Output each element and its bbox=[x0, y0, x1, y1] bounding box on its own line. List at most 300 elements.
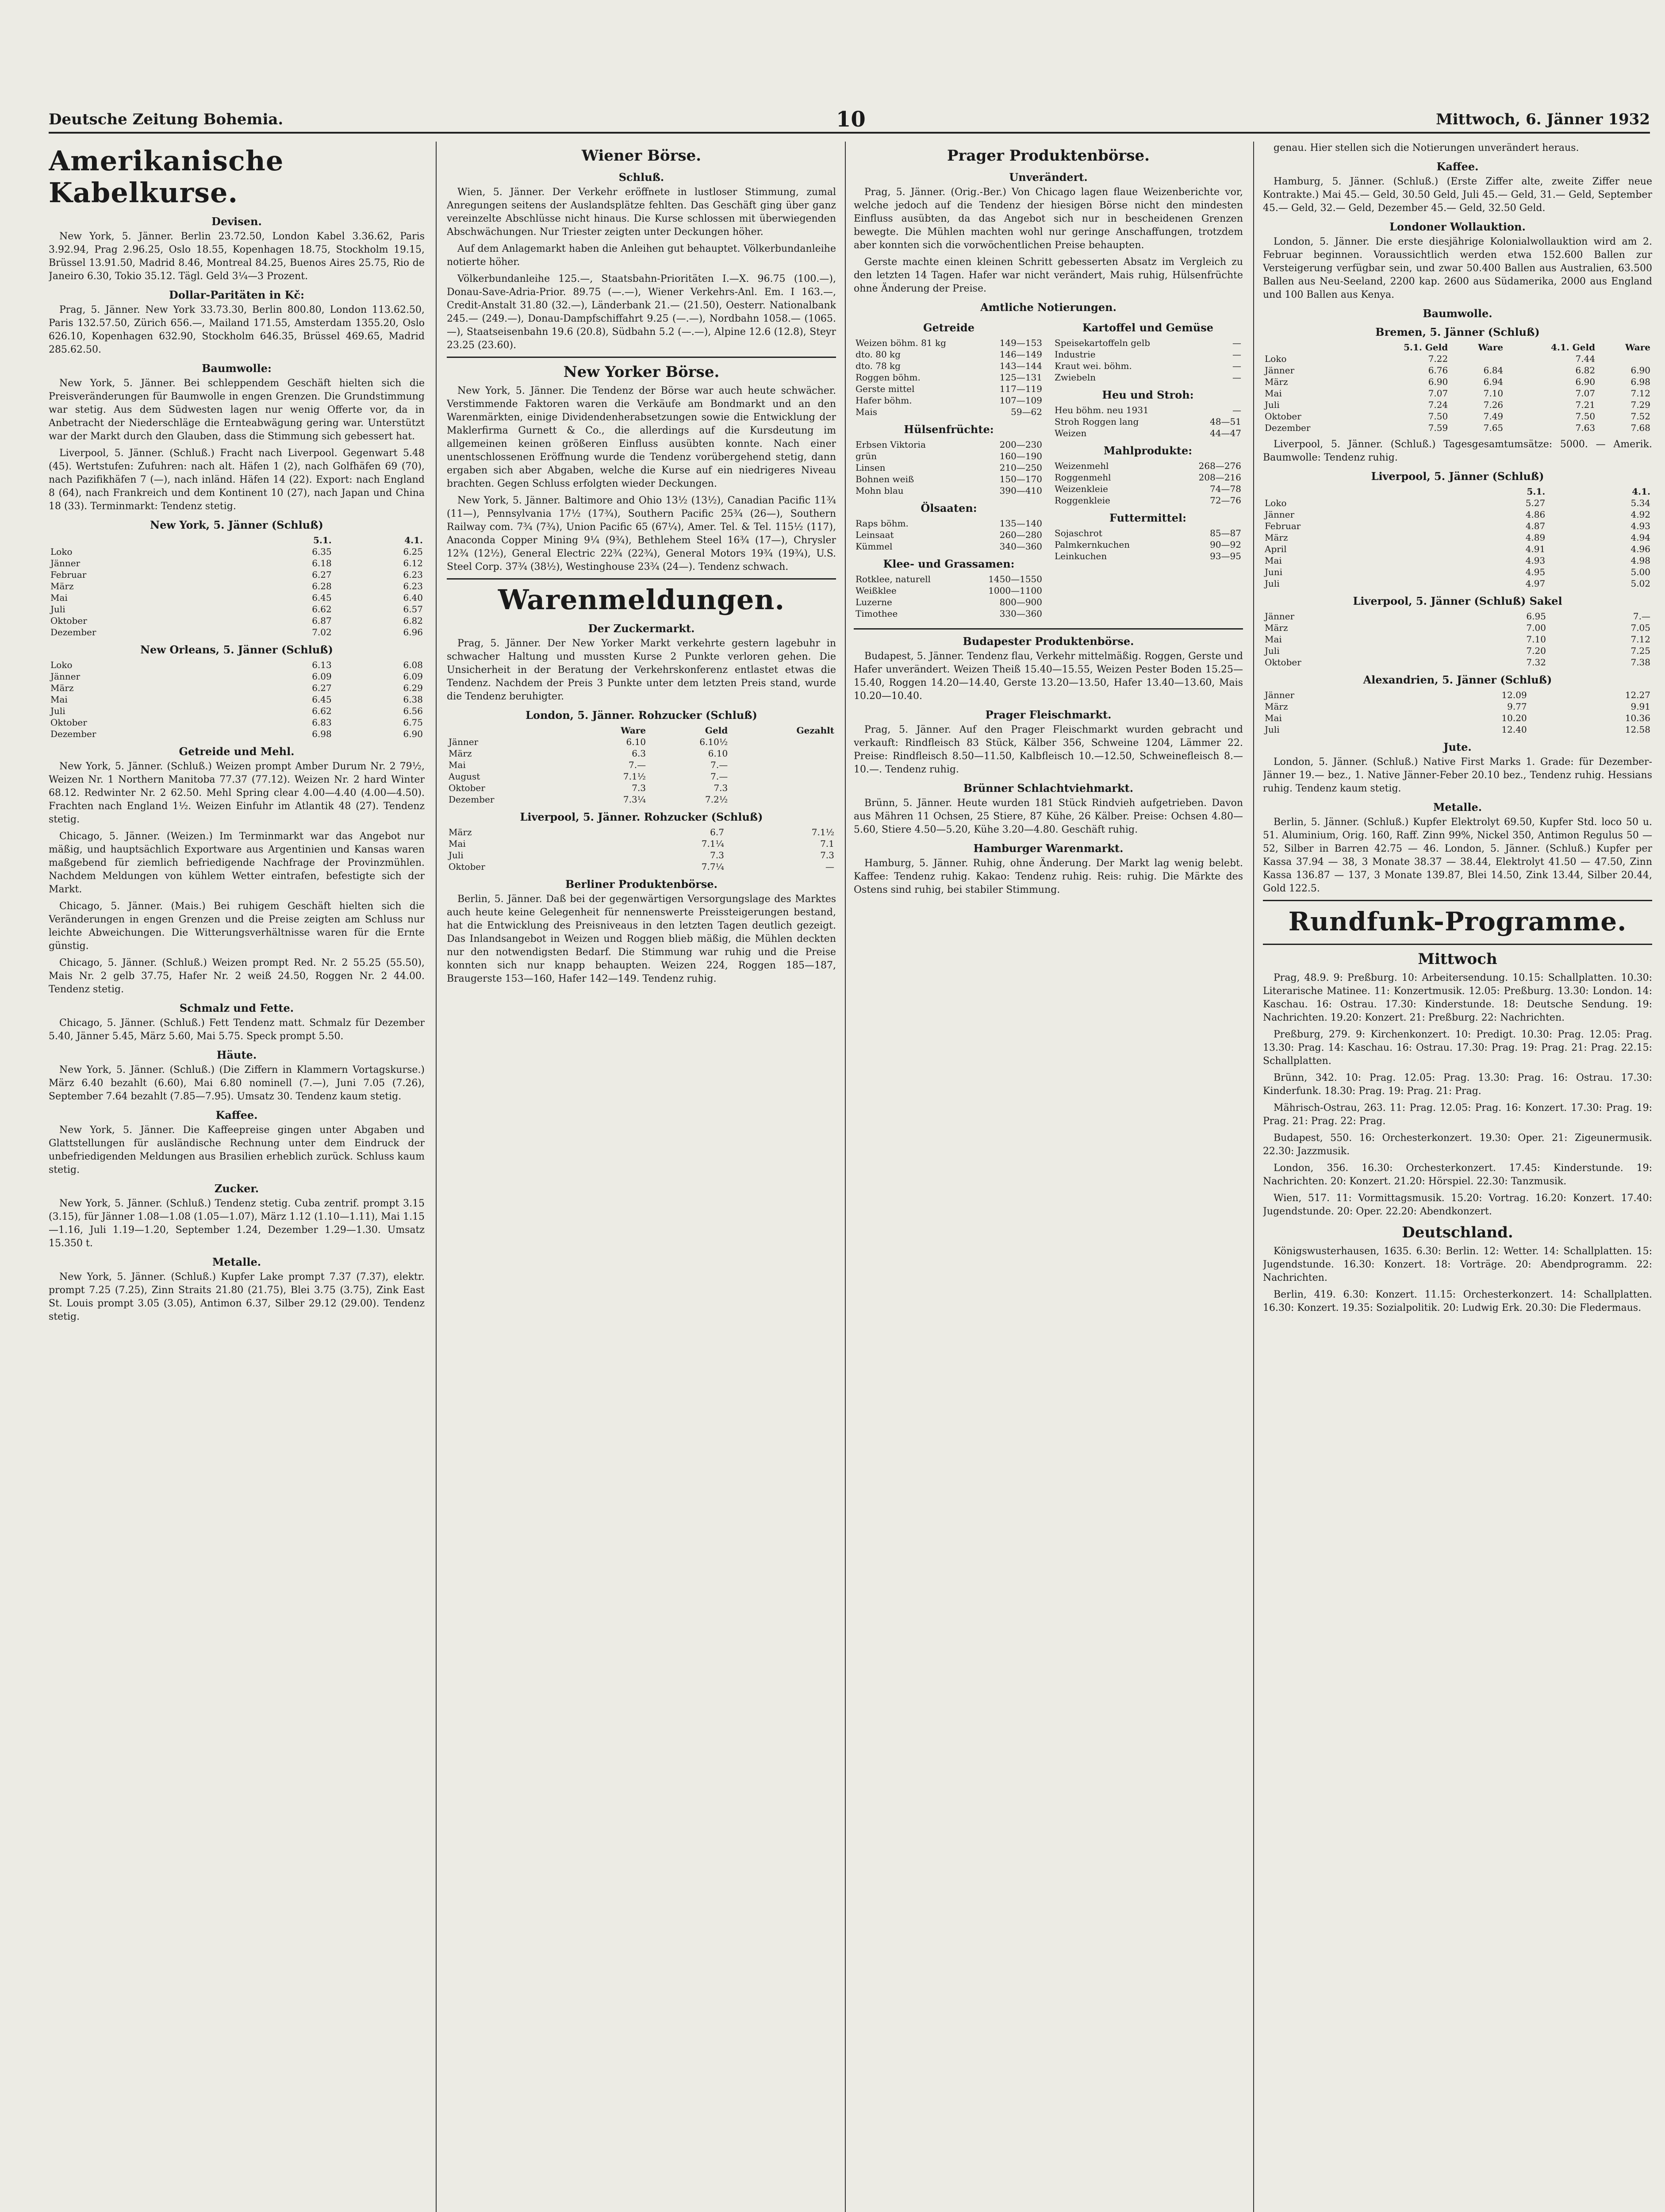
table-row bbox=[1263, 497, 1652, 509]
newspaper-title: Deutsche Zeitung Bohemia. bbox=[49, 111, 284, 128]
table-cell: 4.87 bbox=[1525, 521, 1546, 531]
table-row bbox=[49, 580, 425, 592]
table-row-label: März bbox=[1265, 622, 1288, 633]
table-row bbox=[854, 462, 1044, 473]
futtermittel-label: Futtermittel: bbox=[1109, 511, 1187, 524]
table-row bbox=[1053, 539, 1243, 550]
table-row-label: Oktober bbox=[50, 615, 87, 626]
table-cell: 12.58 bbox=[1625, 724, 1650, 735]
table-row bbox=[1053, 460, 1243, 472]
table-cell: 4.96 bbox=[1630, 544, 1650, 554]
table-cell: 7.20 bbox=[1526, 645, 1546, 656]
table-cell: 6.90 bbox=[1630, 365, 1650, 376]
table-row bbox=[49, 592, 425, 603]
table-row-label: Loko bbox=[50, 546, 73, 557]
table-row bbox=[1053, 427, 1243, 439]
mahlprodukte-table bbox=[1053, 460, 1243, 506]
haeute-text: New York, 5. Jänner. (Schluß.) (Die Ziffern in Klammern Vortagskurse.) März 6.40 bezahlt (6.60), Mai 6.80 nominell (7.—), Juni 7.05 (7.26), September 7.64 bezahlt (7.85—7.95). Umsatz 30. Tendenz kaum stetig. bbox=[49, 1064, 425, 1102]
wiener-boerse-anlagemarkt: Auf dem Anlagemarkt haben die Anleihen gut behauptet. Völkerbundanleihe notierte höher. bbox=[447, 243, 836, 268]
mittwoch-heading: Mittwoch bbox=[1418, 950, 1497, 968]
table-cell: 90—92 bbox=[1210, 539, 1241, 550]
table-row bbox=[447, 782, 836, 794]
sakel-table bbox=[1263, 611, 1652, 668]
fleischmarkt-heading: Prager Fleischmarkt. bbox=[985, 708, 1112, 721]
table-cell bbox=[1597, 353, 1652, 365]
table-col-header: 4.1. bbox=[1632, 486, 1650, 497]
table-cell: 4.91 bbox=[1525, 544, 1546, 554]
liverpool-table bbox=[1263, 486, 1652, 589]
table-row bbox=[49, 728, 425, 740]
table-row bbox=[447, 794, 836, 805]
table-cell: 4.94 bbox=[1630, 532, 1650, 543]
section-divider bbox=[1263, 944, 1652, 945]
dollar-paritaeten-text: Prag, 5. Jänner. New York 33.73.30, Berlin 800.80, London 113.62.50, Paris 132.57.50, Zürich 656.—, Mailand 171.55, Amsterdam 1355.20, Oslo 626.10, Kopenhagen 632.90, Stockholm 646.35, Brüssel 469.65, Madrid 285.62.50. bbox=[49, 304, 425, 355]
rundfunk-berlin: Berlin, 419. 6.30: Konzert. 11.15: Orchesterkonzert. 14: Schallplatten. 16.30: Konzert. 19.35: Sozialpolitik. 20: Ludwig Erk. 20.30: Die Fledermaus. bbox=[1263, 1289, 1652, 1313]
table-row-label: Oktober bbox=[449, 783, 485, 793]
table-row-label: Weißklee bbox=[856, 585, 897, 596]
getreide-text: New York, 5. Jänner. (Schluß.) Weizen prompt Amber Durum Nr. 2 79½, Weizen Nr. 1 Northern Manitoba 77.37 (77.12). Weizen Nr. 2 hard Winter 68.12. Redwinter Nr. 2 62.50. Mehl Spring clear 4.00—4.40 (4.00—4.50). Frachten nach England 1½. Weizen Einfuhr im Atlantik 48 (27). Tendenz stetig. bbox=[49, 761, 425, 825]
table-cell: 6.84 bbox=[1483, 365, 1504, 376]
metalle-heading: Metalle. bbox=[212, 1256, 261, 1268]
table-cell: 7.50 bbox=[1575, 411, 1596, 422]
masthead bbox=[49, 105, 1650, 134]
table-row bbox=[1053, 360, 1243, 372]
table-cell: 6.96 bbox=[403, 627, 423, 637]
zucker-text: New York, 5. Jänner. (Schluß.) Tendenz stetig. Cuba zentrif. prompt 3.15 (3.15), für Jänner 1.08—1.08 (1.05—1.07), März 1.12 (1.10—1.11), Mai 1.15—1.16, Juli 1.19—1.20, September 1.24, Dezember 1.29—1.30. Umsatz 15.350 t. bbox=[49, 1198, 425, 1249]
table-col-header: Ware bbox=[621, 725, 646, 736]
table-row-label: Jänner bbox=[1265, 690, 1295, 700]
rundfunk-wien: Wien, 517. 11: Vormittagsmusik. 15.20: Vortrag. 16.20: Konzert. 17.40: Jugendstunde. 20: Oper. 22.20: Abendkonzert. bbox=[1263, 1193, 1652, 1217]
rundfunk-prag: Prag, 48.9. 9: Preßburg. 10: Arbeitersendung. 10.15: Schallplatten. 10.30: Literarische Matinee. 11: Konzertmusik. 12.05: Preßburg. 13.30: London. 14: Kaschau. 16: Ostrau. 17.30: Kinderstunde. 18: Deutsche Sendung. 19: Nachrichten. 19.20: Konzert. 21: Preßburg. 22: Nachrichten. bbox=[1263, 972, 1652, 1023]
table-cell: 143—144 bbox=[999, 361, 1042, 371]
warenmeldungen-heading: Warenmeldungen. bbox=[498, 584, 785, 616]
table-cell: 85—87 bbox=[1210, 528, 1241, 538]
table-cell: 6.25 bbox=[403, 546, 423, 557]
table-cell: 48—51 bbox=[1210, 416, 1241, 427]
table-row bbox=[854, 585, 1044, 596]
table-cell: 6.82 bbox=[403, 615, 423, 626]
table-cell bbox=[1450, 353, 1505, 365]
table-row-label: Leinkuchen bbox=[1055, 551, 1107, 561]
table-row bbox=[854, 349, 1044, 360]
bremen-heading: Bremen, 5. Jänner (Schluß) bbox=[1375, 326, 1540, 338]
section-divider bbox=[854, 628, 1243, 630]
table-cell: 6.90 bbox=[403, 729, 423, 739]
table-cell: 6.45 bbox=[312, 592, 332, 603]
table-row-label: Mai bbox=[50, 592, 68, 603]
table-row-label: Mai bbox=[1265, 555, 1282, 566]
table-cell: 150—170 bbox=[999, 474, 1042, 484]
table-cell: 160—190 bbox=[999, 451, 1042, 461]
table-cell: 6.27 bbox=[312, 569, 332, 580]
table-cell: 6.83 bbox=[312, 717, 332, 728]
table-row bbox=[49, 626, 425, 638]
chicago-mais-text: Chicago, 5. Jänner. (Mais.) Bei ruhigem Geschäft hielten sich die Veränderungen in engen Grenzen und die Preise zeigten am Schluss nur leichte Abweichungen. Die Witterungsverhältnisse waren für die Ernte günstig. bbox=[49, 901, 425, 952]
table-cell: 7.3¼ bbox=[623, 794, 646, 805]
table-cell: 7.59 bbox=[1428, 422, 1448, 433]
table-cell: 6.56 bbox=[403, 706, 423, 716]
table-cell: 7.26 bbox=[1483, 399, 1504, 410]
table-cell: 7.05 bbox=[1630, 622, 1650, 633]
table-row-label: Dezember bbox=[449, 794, 495, 805]
table-cell: 93—95 bbox=[1210, 551, 1241, 561]
dollar-paritaeten-heading: Dollar-Paritäten in Kč: bbox=[169, 288, 304, 301]
table-row-label: Mais bbox=[856, 407, 878, 417]
table-row-label: Jänner bbox=[449, 737, 479, 747]
table-cell: 6.10½ bbox=[699, 737, 728, 747]
table-cell: 9.77 bbox=[1507, 701, 1527, 712]
table-row-label: Linsen bbox=[856, 462, 886, 473]
table-cell: 5.02 bbox=[1630, 578, 1650, 589]
table-row bbox=[1053, 349, 1243, 360]
table-cell: 6.13 bbox=[312, 660, 332, 670]
table-row-label: Oktober bbox=[50, 717, 87, 728]
table-cell: 7.22 bbox=[1428, 353, 1448, 364]
table-row-label: Erbsen Viktoria bbox=[856, 439, 926, 450]
table-row bbox=[1263, 532, 1652, 543]
notierungen-grid bbox=[854, 316, 1243, 624]
table-cell: 7.7¼ bbox=[701, 861, 724, 872]
table-cell: 6.18 bbox=[312, 558, 332, 568]
section-title-kabelkurse: Amerikanische Kabelkurse. bbox=[49, 145, 284, 209]
schluss-label: Schluß. bbox=[618, 171, 664, 184]
table-cell: 6.10 bbox=[708, 748, 728, 759]
table-row-label: Roggenmehl bbox=[1055, 472, 1111, 483]
table-row bbox=[1263, 411, 1652, 422]
table-cell: 5.00 bbox=[1630, 567, 1650, 577]
zuckermarkt-text: Prag, 5. Jänner. Der New Yorker Markt verkehrte gestern lagebuhr in schwacher Haltung und mussten Kurse 2 Punkte verloren gehen. Die Unsicherheit in der Beratung der Verkehrskonferenz entlastet etwas die Tendenz. Nachdem der Preis 3 Punkte unter dem letzten Preis stand, wurde die Tendenz beruhigter. bbox=[447, 638, 836, 702]
table-row bbox=[49, 717, 425, 728]
table-row bbox=[854, 596, 1044, 608]
table-row bbox=[1263, 712, 1652, 724]
table-row bbox=[1263, 611, 1652, 622]
table-cell: 6.23 bbox=[403, 569, 423, 580]
table-row-label: Roggen böhm. bbox=[856, 372, 921, 383]
table-cell: 74—78 bbox=[1210, 484, 1241, 494]
table-row bbox=[854, 485, 1044, 496]
baumwolle-heading: Baumwolle. bbox=[1423, 307, 1492, 320]
huelsen-label: Hülsenfrüchte: bbox=[904, 423, 994, 436]
sakel-heading: Liverpool, 5. Jänner (Schluß) Sakel bbox=[1353, 595, 1562, 607]
table-row-label: Februar bbox=[50, 569, 87, 580]
table-row bbox=[854, 337, 1044, 349]
table-row bbox=[1053, 404, 1243, 416]
liverpool-zucker-table bbox=[447, 826, 836, 872]
table-cell: — bbox=[1232, 349, 1241, 360]
table-row-label: Bohnen weiß bbox=[856, 474, 914, 484]
table-row bbox=[49, 659, 425, 671]
table-col-header: 4.1. Geld bbox=[1550, 342, 1596, 353]
table-cell: 72—76 bbox=[1210, 495, 1241, 506]
table-row bbox=[1053, 483, 1243, 495]
table-row-label: Mai bbox=[449, 760, 466, 770]
table-cell: 7.12 bbox=[1630, 388, 1650, 399]
chicago-schluss-text: Chicago, 5. Jänner. (Schluß.) Weizen prompt Red. Nr. 2 55.25 (55.50), Mais Nr. 2 gelb 37.75, Hafer Nr. 2 weiß 24.50, Roggen Nr. 2 44.00. Tendenz stetig. bbox=[49, 957, 425, 995]
table-row bbox=[49, 569, 425, 580]
devisen-text: New York, 5. Jänner. Berlin 23.72.50, London Kabel 3.36.62, Paris 3.92.94, Prag 2.96.25, Oslo 18.55, Kopenhagen 18.75, Stockholm 19.15, Brüssel 13.91.50, Madrid 8.46, Montreal 84.25, Buenos Aires 25.75, Rio de Janeiro 6.30, Tokio 35.12. Tägl. Geld 3¼—3 Prozent. bbox=[49, 231, 425, 282]
table-cell: 4.93 bbox=[1630, 521, 1650, 531]
table-cell: 268—276 bbox=[1198, 461, 1241, 471]
table-row bbox=[1263, 555, 1652, 566]
table-row-label: März bbox=[449, 748, 472, 759]
table-row bbox=[447, 826, 836, 838]
table-cell: 7.44 bbox=[1575, 353, 1596, 364]
table-cell: 5.34 bbox=[1630, 498, 1650, 508]
table-cell: 7.07 bbox=[1428, 388, 1448, 399]
table-cell: 6.94 bbox=[1483, 376, 1504, 387]
prager-text-2: Gerste machte einen kleinen Schritt gebesserten Absatz im Vergleich zu den letzten 14 Tagen. Hafer war nicht verändert, Mais ruhig, Hülsenfrüchte ohne Änderung der Preise. bbox=[854, 257, 1243, 294]
table-row bbox=[49, 705, 425, 717]
table-row-label: Juli bbox=[50, 706, 65, 716]
table-cell: 6.23 bbox=[403, 581, 423, 591]
table-cell: 7.49 bbox=[1483, 411, 1504, 422]
table-row bbox=[1263, 657, 1652, 668]
table-row bbox=[1263, 622, 1652, 634]
table-row bbox=[1263, 388, 1652, 399]
table-cell: 6.82 bbox=[1575, 365, 1596, 376]
table-row bbox=[447, 748, 836, 759]
table-row-label: Kraut wei. böhm. bbox=[1055, 361, 1132, 371]
table-cell: 7.68 bbox=[1630, 422, 1650, 433]
table-row-label: März bbox=[1265, 532, 1288, 543]
rundfunk-london: London, 356. 16.30: Orchesterkonzert. 17.45: Kinderstunde. 19: Nachrichten. 20: Konzert. 21.20: Hörspiel. 22.30: Tanzmusik. bbox=[1263, 1163, 1652, 1187]
table-row-label: Zwiebeln bbox=[1055, 372, 1096, 383]
column-rule bbox=[845, 142, 846, 2212]
table-row-label: dto. 78 kg bbox=[856, 361, 901, 371]
table-cell: 7.07 bbox=[1575, 388, 1596, 399]
table-row-label: Oktober bbox=[1265, 657, 1301, 668]
table-row-label: Mai bbox=[1265, 713, 1282, 723]
table-row bbox=[1263, 634, 1652, 645]
table-row-label: Leinsaat bbox=[856, 530, 894, 540]
table-row bbox=[854, 473, 1044, 485]
column-2 bbox=[447, 142, 836, 2212]
table-cell: 7.29 bbox=[1630, 399, 1650, 410]
table-row bbox=[854, 383, 1044, 395]
table-row-label: Juli bbox=[1265, 724, 1280, 735]
metalle-text: New York, 5. Jänner. (Schluß.) Kupfer Lake prompt 7.37 (7.37), elektr. prompt 7.25 (7.25), Zinn Straits 21.80 (21.75), Blei 3.75 (3.75), Zink East St. Louis prompt 3.05 (3.05), Antimon 6.37, Silber 29.12 (29.00). Tendenz stetig. bbox=[49, 1271, 425, 1322]
table-cell: — bbox=[1232, 338, 1241, 348]
fett-heading: Schmalz und Fette. bbox=[179, 1002, 294, 1014]
table-cell: 6.87 bbox=[312, 615, 332, 626]
jute-heading: Jute. bbox=[1443, 741, 1472, 753]
column-rule bbox=[436, 142, 437, 2212]
table-col-header: Geld bbox=[705, 725, 728, 736]
no-cotton-table-heading: New Orleans, 5. Jänner (Schluß) bbox=[140, 643, 333, 656]
table-row-label: Rotklee, naturell bbox=[856, 574, 931, 584]
table-cell: 6.27 bbox=[312, 683, 332, 693]
table-row bbox=[1263, 365, 1652, 376]
table-cell: 7.00 bbox=[1526, 622, 1546, 633]
table-cell: 7.1¼ bbox=[701, 838, 724, 849]
jute-text: London, 5. Jänner. (Schluß.) Native First Marks 1. Grade: für Dezember-Jänner 19.— bez., 1. Native Jänner-Feber 20.10 bez., Tendenz ruhig. Hessians ruhig. Tendenz kaum stetig. bbox=[1263, 757, 1652, 794]
table-cell: 6.57 bbox=[403, 604, 423, 614]
table-cell: 7.3 bbox=[632, 783, 646, 793]
table-cell: 135—140 bbox=[999, 518, 1042, 529]
table-cell: 6.3 bbox=[632, 748, 646, 759]
rundfunk-ostrau: Mährisch-Ostrau, 263. 11: Prag. 12.05: Prag. 16: Konzert. 17.30: Prag. 19: Prag. 21: Prag. 22: Prag. bbox=[1263, 1102, 1652, 1127]
table-cell: 6.62 bbox=[312, 604, 332, 614]
table-row-label: Mai bbox=[1265, 388, 1282, 399]
table-cell: 107—109 bbox=[999, 395, 1042, 406]
table-cell: 210—250 bbox=[999, 462, 1042, 473]
table-row-label: Juli bbox=[1265, 399, 1280, 410]
table-cell: 7.— bbox=[628, 760, 646, 770]
table-cell: 7.1 bbox=[820, 838, 834, 849]
table-row bbox=[49, 615, 425, 626]
notierungen-left bbox=[854, 316, 1044, 624]
bremen-table bbox=[1263, 342, 1652, 434]
table-row-label: Stroh Roggen lang bbox=[1055, 416, 1139, 427]
table-row-label: Dezember bbox=[1265, 422, 1311, 433]
table-cell: 5.27 bbox=[1525, 498, 1546, 508]
table-cell: 1450—1550 bbox=[988, 574, 1042, 584]
column-4 bbox=[1263, 142, 1652, 2212]
table-cell: — bbox=[1232, 361, 1241, 371]
table-row bbox=[854, 360, 1044, 372]
table-cell: 7.2½ bbox=[705, 794, 728, 805]
table-col-header: 4.1. bbox=[404, 535, 423, 545]
rundfunk-heading: Rundfunk-Programme. bbox=[1288, 906, 1627, 937]
table-row-label: März bbox=[1265, 376, 1288, 387]
haeute-heading: Häute. bbox=[216, 1048, 257, 1061]
budapester-text: Budapest, 5. Jänner. Tendenz flau, Verkehr mittelmäßig. Roggen, Gerste und Hafer unverändert. Weizen Theiß 15.40—15.55, Weizen Pester Boden 15.25—15.40, Roggen 14.20—14.40, Gerste 13.20—13.50, Hafer 13.40—13.60, Mais 10.20—10.40. bbox=[854, 651, 1243, 702]
table-row bbox=[1053, 495, 1243, 506]
table-col-header: Ware bbox=[1625, 342, 1650, 353]
zucker-heading: Zucker. bbox=[214, 1182, 259, 1195]
table-row bbox=[1263, 422, 1652, 434]
table-row-label: Timothee bbox=[856, 608, 898, 619]
table-cell: 12.09 bbox=[1501, 690, 1527, 700]
rundfunk-budapest: Budapest, 550. 16: Orchesterkonzert. 19.30: Oper. 21: Zigeunermusik. 22.30: Jazzmusik. bbox=[1263, 1133, 1652, 1157]
budapester-heading: Budapester Produktenbörse. bbox=[963, 635, 1134, 648]
table-row bbox=[1053, 337, 1243, 349]
table-row bbox=[854, 573, 1044, 585]
fleischmarkt-text: Prag, 5. Jänner. Auf den Prager Fleischmarkt wurden gebracht und verkauft: Rindfleisch 83 Stück, Kälber 356, Schweine 1204, Lämmer 22. Preise: Rindfleisch 8.50—11.50, Kalbfleisch 10.—12.50, Schweinefleisch 8.—10.—. Tendenz ruhig. bbox=[854, 724, 1243, 775]
table-row bbox=[1263, 520, 1652, 532]
table-row-label: August bbox=[449, 771, 480, 782]
table-row-label: März bbox=[50, 683, 74, 693]
table-row bbox=[49, 546, 425, 557]
table-cell: — bbox=[1232, 405, 1241, 415]
table-cell: 7.1½ bbox=[623, 771, 646, 782]
table-cell: 1000—1100 bbox=[988, 585, 1042, 596]
table-cell: 6.98 bbox=[1630, 376, 1650, 387]
table-row bbox=[447, 736, 836, 748]
liverpool-umsatz-text: Liverpool, 5. Jänner. (Schluß.) Tagesgesamtumsätze: 5000. — Amerik. Baumwolle: Tendenz ruhig. bbox=[1263, 439, 1652, 463]
table-row-label: März bbox=[449, 827, 472, 837]
table-cell: 59—62 bbox=[1011, 407, 1042, 417]
table-cell: 200—230 bbox=[999, 439, 1042, 450]
table-row-label: Loko bbox=[1265, 498, 1287, 508]
table-cell: 6.28 bbox=[312, 581, 332, 591]
table-row-label: Mai bbox=[50, 694, 68, 705]
devisen-heading: Devisen. bbox=[211, 215, 262, 228]
table-cell: 7.— bbox=[1633, 611, 1650, 622]
hamburger-text: Hamburg, 5. Jänner. Ruhig, ohne Änderung. Der Markt lag wenig belebt. Kaffee: Tendenz ruhig. Kakao: Tendenz ruhig. Reis: ruhig. Die Märkte des Ostens sind ruhig, bei stabiler Stimmung. bbox=[854, 858, 1243, 895]
table-col-header: 5.1. bbox=[1527, 486, 1546, 497]
table-cell: 7.10 bbox=[1526, 634, 1546, 645]
table-row bbox=[1263, 543, 1652, 555]
klee-label: Klee- und Grassamen: bbox=[883, 557, 1015, 570]
table-row bbox=[1263, 376, 1652, 388]
table-cell: 7.21 bbox=[1575, 399, 1596, 410]
table-cell: 12.27 bbox=[1625, 690, 1650, 700]
issue-date: Mittwoch, 6. Jänner 1932 bbox=[1436, 111, 1650, 128]
table-row-label: Loko bbox=[1265, 353, 1287, 364]
table-row bbox=[447, 771, 836, 782]
table-cell: 4.92 bbox=[1630, 509, 1650, 520]
table-row-label: Roggenkleie bbox=[1055, 495, 1111, 506]
alexandrien-heading: Alexandrien, 5. Jänner (Schluß) bbox=[1363, 673, 1552, 686]
no-cotton-table bbox=[49, 659, 425, 740]
chicago-weizen-text: Chicago, 5. Jänner. (Weizen.) Im Terminmarkt war das Angebot nur mäßig, und hauptsächlich Exportware aus Argentinien und Kansas waren maßgebend für ziemlich befriedigende Nachfrage der Provinzmühlen. Nachdem Meldungen von kühlem Wetter eintrafen, befestigte sich der Markt. bbox=[49, 831, 425, 895]
table-cell: 4.98 bbox=[1630, 555, 1650, 566]
metalle-heading: Metalle. bbox=[1433, 801, 1482, 814]
table-row bbox=[1263, 578, 1652, 589]
table-row bbox=[854, 395, 1044, 406]
getreide-table bbox=[854, 337, 1044, 418]
table-col-header: Ware bbox=[1478, 342, 1504, 353]
table-cell: 6.38 bbox=[403, 694, 423, 705]
table-row-label: Jänner bbox=[1265, 611, 1295, 622]
table-cell: 7.3 bbox=[714, 783, 728, 793]
table-cell: 117—119 bbox=[999, 384, 1042, 394]
hamburger-heading: Hamburger Warenmarkt. bbox=[973, 842, 1124, 855]
table-row-label: dto. 80 kg bbox=[856, 349, 901, 360]
table-cell: 330—360 bbox=[999, 608, 1042, 619]
getreide-label: Getreide bbox=[923, 321, 974, 334]
table-cell: 7.3 bbox=[820, 850, 834, 860]
london-zucker-table bbox=[447, 725, 836, 805]
table-cell: 7.38 bbox=[1630, 657, 1650, 668]
berliner-produkten-heading: Berliner Produktenbörse. bbox=[565, 878, 718, 891]
table-cell: 7.— bbox=[710, 760, 728, 770]
liverpool-text: Liverpool, 5. Jänner. (Schluß.) Fracht nach Liverpool. Gegenwart 5.48 (45). Wertstufen: Zufuhren: nach alt. Häfen 1 (2), nach Golfhäfen 69 (70), nach Pazifikhäfen 7 (—), nach inländ. Häfen 14 (22). Export: nach England 8 (64), nach Frankreich und dem Kontinent 10 (27), nach Japan und China 18 (33). Terminmarkt: Tendenz stetig. bbox=[49, 448, 425, 512]
deutschland-heading: Deutschland. bbox=[1402, 1224, 1513, 1241]
table-row bbox=[1053, 527, 1243, 539]
table-cell: 10.36 bbox=[1625, 713, 1650, 723]
table-row bbox=[854, 541, 1044, 552]
column-rule bbox=[1253, 142, 1254, 2212]
table-cell: 208—216 bbox=[1198, 472, 1241, 483]
oelsaaten-table bbox=[854, 518, 1044, 552]
table-row-label: Jänner bbox=[50, 671, 81, 682]
table-row bbox=[854, 406, 1044, 418]
table-row-label: Palmkernkuchen bbox=[1055, 539, 1130, 550]
zuckermarkt-heading: Der Zuckermarkt. bbox=[588, 622, 695, 635]
section-divider bbox=[447, 578, 836, 580]
table-row bbox=[49, 694, 425, 705]
table-row-label: Juli bbox=[1265, 645, 1280, 656]
table-cell: 7.25 bbox=[1630, 645, 1650, 656]
wiener-boerse-heading: Wiener Börse. bbox=[581, 147, 702, 165]
table-cell: 800—900 bbox=[999, 597, 1042, 607]
table-cell: 6.95 bbox=[1526, 611, 1546, 622]
unveraendert-label: Unverändert. bbox=[1009, 171, 1088, 184]
table-col-header: Gezahlt bbox=[796, 725, 834, 736]
table-cell: — bbox=[825, 861, 834, 872]
table-cell: 7.12 bbox=[1630, 634, 1650, 645]
table-cell: 6.7 bbox=[710, 827, 724, 837]
baumwolle-text: New York, 5. Jänner. Bei schleppendem Geschäft hielten sich die Preisveränderungen für Baumwolle in engen Grenzen. Die Grundstimmung war stetig. Aus dem Südwesten lagen nur wenig Offerte vor, da in Anbetracht der Niederschläge die Ernteabwägung gering war. Unterstützt war der Markt durch den Glauben, dass die Stimmung sich gebessert hat. bbox=[49, 378, 425, 442]
wolle-heading: Londoner Wollauktion. bbox=[1389, 220, 1526, 233]
table-cell: 149—153 bbox=[999, 338, 1042, 348]
rundfunk-bruenn: Brünn, 342. 10: Prag. 12.05: Prag. 13.30: Prag. 16: Ostrau. 17.30: Kinderfunk. 18.30: Prag. 19: Prag. 21: Prag. bbox=[1263, 1072, 1652, 1097]
table-row bbox=[1053, 550, 1243, 562]
table-row bbox=[854, 439, 1044, 450]
table-row bbox=[854, 372, 1044, 383]
